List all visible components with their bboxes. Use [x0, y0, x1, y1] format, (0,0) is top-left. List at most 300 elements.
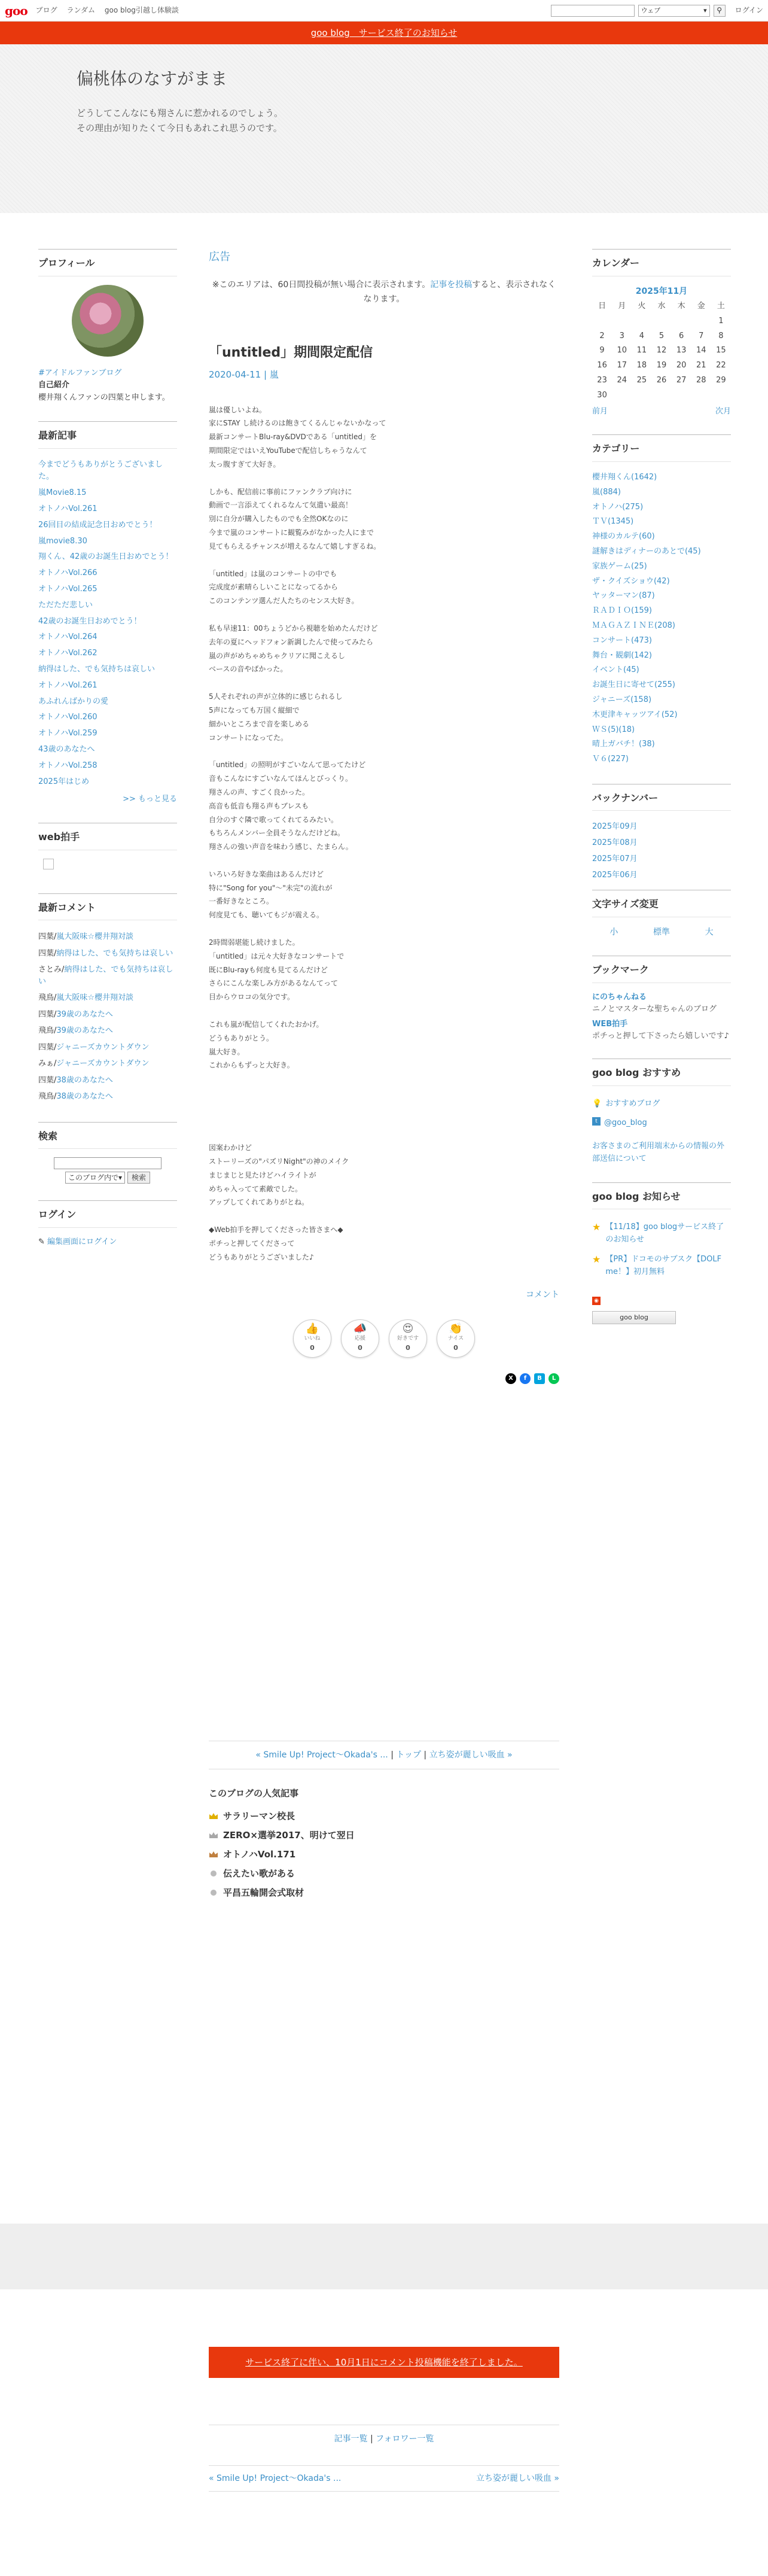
comment-author: 四葉/: [38, 948, 57, 958]
recent-posts-list: [38, 457, 177, 790]
recent-post-item[interactable]: 嵐Movie8.15: [38, 488, 87, 498]
comment-post-link[interactable]: 納得はした、でも気持ちは哀しい: [56, 948, 173, 958]
calendar-day: 28: [696, 375, 706, 385]
weekday: 水: [657, 301, 666, 311]
weekday: 月: [618, 301, 626, 311]
recent-post-item[interactable]: オトノハVol.258: [38, 761, 97, 770]
news-item[interactable]: [592, 1218, 731, 1250]
comment-post-link[interactable]: 納得はした、でも気持ちは哀しい: [38, 965, 173, 986]
pager-prev-link[interactable]: « Smile Up! Project〜Okada's ...: [255, 1750, 388, 1760]
comment-post-link[interactable]: 39歳のあなたへ: [56, 1026, 113, 1036]
nav-migration-stories[interactable]: goo blog引越し体験談: [104, 5, 179, 14]
category-item[interactable]: ジャニーズ(158): [592, 695, 652, 704]
twitter-icon: t: [592, 1117, 601, 1126]
calendar-day: 18: [636, 361, 647, 370]
comment-post-link[interactable]: 嵐大阪味☆櫻井翔対談: [56, 932, 134, 942]
recent-post-item[interactable]: 翔くん、42歳のお誕生日おめでとう！: [38, 552, 173, 562]
post-line: これも嵐が配信してくれたおかげ。: [209, 1020, 324, 1029]
recommend-list: [592, 1094, 731, 1166]
blog-search-section: [38, 1122, 177, 1184]
post-line: めちゃ入ってて素敵でした。: [209, 1184, 303, 1193]
calendar-day: 13: [676, 346, 687, 355]
footer: [0, 2289, 768, 2566]
news-heading: goo blog お知らせ: [592, 1182, 731, 1210]
calendar-day: [632, 314, 651, 329]
category-item[interactable]: ＭＡＧＡＺＩＮＥ(208): [592, 621, 675, 630]
popular-post-item[interactable]: [209, 1883, 559, 1902]
calendar-day: [651, 314, 671, 329]
category-item[interactable]: コンサート(473): [592, 635, 652, 645]
circle-gray-icon: [209, 1889, 218, 1896]
post-line: 「untitled」の照明がすごいなんて思ってたけど: [209, 761, 366, 770]
pager-top-link[interactable]: トップ: [396, 1750, 421, 1760]
category-item[interactable]: ＲＡＤＩＯ(159): [592, 606, 652, 616]
calendar-day: 23: [597, 375, 607, 385]
recent-post-item[interactable]: あふれんばかりの愛: [38, 697, 109, 706]
comment-author: さとみ/: [38, 965, 65, 975]
recent-comments-section: [38, 893, 177, 1105]
calendar-month: 2025年11月: [635, 286, 688, 296]
calendar-day: 10: [617, 346, 627, 355]
calendar-next-link[interactable]: 次月: [715, 406, 731, 416]
top-search: [551, 5, 763, 17]
blog-search-heading: 検索: [38, 1122, 177, 1149]
category-item[interactable]: 晴上ガバチ！(38): [592, 740, 655, 749]
weekday: 土: [717, 301, 725, 311]
backnumber-item[interactable]: 2025年08月: [592, 838, 638, 848]
calendar-day: 4: [639, 331, 644, 340]
popular-post-item[interactable]: [209, 1806, 559, 1826]
bookmark-desc: ポチっと押して下さったら嬉しいです♪: [592, 1031, 729, 1041]
comment-post-link[interactable]: 38歳のあなたへ: [56, 1075, 113, 1085]
x-share-icon[interactable]: X: [505, 1373, 516, 1384]
recommend-section: [592, 1059, 731, 1166]
post-line: 音もこんなにすごいなんてほんとびっくり。: [209, 774, 353, 783]
profile-heading: プロフィール: [38, 249, 177, 276]
top-nav: [36, 5, 186, 16]
comment-author: 飛鳥/: [38, 1092, 57, 1102]
category-heading: カテゴリー: [592, 434, 731, 462]
category-item[interactable]: 木更津キャッツアイ(52): [592, 710, 678, 719]
reaction-count: 0: [406, 1344, 410, 1352]
star-icon: ★: [592, 1221, 601, 1233]
post-meta: 2020-04-11 | 嵐: [209, 369, 279, 380]
reaction-like-button[interactable]: [293, 1319, 331, 1358]
recent-post-item[interactable]: オトノハVol.260: [38, 713, 97, 722]
reaction-label: 応援: [354, 1336, 365, 1342]
calendar-day: 27: [676, 375, 687, 385]
post-line: 「untitled」は嵐のコンサートの中でも: [209, 569, 337, 578]
category-item[interactable]: お誕生日に寄せて(255): [592, 680, 675, 690]
calendar-week: [592, 388, 731, 403]
font-size-large-button[interactable]: 大: [705, 927, 714, 938]
goo-logo[interactable]: goo: [5, 3, 28, 18]
post-body: [209, 403, 559, 1264]
post-line: 今まで嵐のコンサートに観覧みがなかった人にまで: [209, 528, 374, 537]
lightbulb-icon: 💡: [592, 1099, 602, 1108]
edit-login-link[interactable]: 編集画面にログイン: [47, 1237, 117, 1246]
post-line: ◆Web拍手を押してくださった皆さまへ◆: [209, 1225, 343, 1234]
content-wrap: [0, 213, 768, 2224]
recent-post-item[interactable]: 43歳のあなたへ: [38, 744, 95, 754]
comment-post-link[interactable]: 嵐大阪味☆櫻井翔対談: [56, 993, 134, 1003]
hatena-share-icon[interactable]: B: [534, 1373, 545, 1384]
post-pager: [209, 1741, 559, 1769]
comment-item: [38, 1072, 177, 1089]
calendar-week: [592, 314, 731, 329]
calendar-day: [691, 314, 711, 329]
reaction-label: いいね: [304, 1336, 321, 1342]
news-item[interactable]: [592, 1250, 731, 1282]
font-size-small-button[interactable]: 小: [609, 927, 618, 938]
recent-post-item[interactable]: オトノハVol.262: [38, 649, 97, 658]
calendar-day: 29: [716, 375, 726, 385]
post-line: さらにこんな楽しみ方があるなんてって: [209, 979, 339, 988]
popular-post-item[interactable]: [209, 1864, 559, 1883]
post-line: アップしてくれてありがとね。: [209, 1198, 309, 1207]
category-item[interactable]: 謎解きはディナーのあとで(45): [592, 546, 701, 556]
post-line: 嵐大好き。: [209, 1047, 245, 1056]
recent-post-item[interactable]: オトノハVol.266: [38, 568, 97, 578]
webclap-image-icon[interactable]: [43, 859, 54, 869]
post-list-link[interactable]: 記事一覧: [334, 2434, 368, 2444]
recent-post-item[interactable]: 納得はした、でも気持ちは哀しい: [38, 664, 156, 674]
follower-list-link[interactable]: フォロワー一覧: [376, 2434, 434, 2444]
calendar-prev-link[interactable]: 前月: [592, 406, 608, 416]
chevron-down-icon: ▾: [118, 1173, 123, 1182]
post-line: 既にBlu-rayも何度も見てるんだけど: [209, 965, 328, 974]
blog-search-input[interactable]: [54, 1157, 161, 1169]
recommend-twitter-link: @goo_blog: [604, 1118, 647, 1128]
popular-post-item[interactable]: [209, 1826, 559, 1845]
reaction-count: 0: [453, 1344, 458, 1352]
profile-text: 櫻井翔くんファンの四葉と申します。: [38, 393, 170, 403]
calendar-day: 20: [676, 361, 687, 370]
popular-posts-heading: このブログの人気記事: [209, 1788, 299, 1799]
backnumber-list[interactable]: [592, 819, 731, 880]
calendar-day: 21: [696, 361, 706, 370]
reaction-count: 0: [310, 1344, 315, 1352]
bookmark-desc: ニノとマスターな聖ちゃんのブログ: [592, 1004, 717, 1014]
post-line: 自分のすぐ隣で歌ってくれてるみたい。: [209, 815, 339, 824]
comment-post-link[interactable]: 38歳のあなたへ: [56, 1092, 113, 1102]
badge-row: [592, 1293, 731, 1324]
post-line: 細かいところまで音を楽しめる: [209, 719, 310, 728]
post-line: 完成度が素晴らしいことになってるから: [209, 583, 339, 592]
calendar-table: [592, 299, 731, 403]
calendar-day: 5: [659, 331, 665, 340]
blog-title[interactable]: 偏桃体のなすがまま: [77, 69, 228, 89]
crown-gold-icon: [209, 1812, 218, 1820]
blog-description-line-1: どうしてこんなにも翔さんに惹かれるのでしょう。: [77, 107, 284, 118]
profile-category-link[interactable]: #アイドルファンブログ: [38, 368, 122, 378]
crown-silver-icon: [209, 1832, 218, 1839]
profile-label: 自己紹介: [38, 381, 70, 390]
post-line: 図案わかけど: [209, 1143, 252, 1152]
footer-next-link[interactable]: 立ち姿が麗しい吸血 »: [476, 2474, 559, 2483]
post-line: これからもずっと大好き。: [209, 1061, 294, 1070]
webclap-heading: web拍手: [38, 823, 177, 850]
recent-post-item[interactable]: オトノハVol.265: [38, 584, 97, 594]
reaction-nice-button[interactable]: [437, 1319, 475, 1358]
comment-end-notice[interactable]: サービス終了に伴い、10月1日にコメント投稿機能を終了しました。: [209, 2347, 559, 2378]
post-line: 高音も低音も翔る声もブレスも: [209, 801, 309, 810]
top-search-select-value: ウェブ: [641, 6, 661, 14]
bookmark-link[interactable]: WEB拍手: [592, 1020, 628, 1029]
calendar-day: 6: [678, 331, 684, 340]
chevron-down-icon: ▾: [703, 6, 707, 14]
top-login-link[interactable]: ログイン: [735, 5, 763, 14]
calendar-day: [612, 388, 632, 403]
category-item[interactable]: 舞台・観劇(142): [592, 650, 652, 660]
post-line: 何度見ても、聴いてもジが震える。: [209, 911, 324, 920]
top-bar: [0, 0, 768, 22]
comment-item: [38, 929, 177, 945]
category-item[interactable]: ＷＳ(5)(18): [592, 725, 635, 734]
calendar-day: 30: [597, 390, 607, 400]
comment-item: [38, 962, 177, 990]
calendar-week: [592, 343, 731, 358]
post-title[interactable]: 「untitled」期間限定配信: [209, 345, 373, 361]
calendar-day: 26: [656, 375, 667, 385]
ad-note-prefix: ※このエリアは、60日間投稿が無い場合に表示されます。: [212, 279, 431, 290]
clap-icon: 👏: [449, 1322, 463, 1336]
comment-item: [38, 990, 177, 1006]
comment-item: [38, 945, 177, 962]
external-transmission-link[interactable]: お客さまのご利用端末からの情報の外部送信について: [592, 1142, 725, 1164]
backnumber-item[interactable]: 2025年06月: [592, 870, 638, 880]
comment-item: [38, 1006, 177, 1023]
ad-note-post-link[interactable]: 記事を投稿: [430, 279, 473, 290]
post-category-link[interactable]: 嵐: [269, 369, 279, 380]
calendar-day: 3: [619, 331, 624, 340]
footer-pager: [209, 2465, 559, 2492]
search-icon[interactable]: ⚲: [714, 5, 726, 17]
reaction-count: 0: [358, 1344, 362, 1352]
line-share-icon[interactable]: L: [548, 1373, 559, 1384]
font-size-section: [592, 890, 731, 939]
backnumber-item[interactable]: 2025年07月: [592, 854, 638, 864]
recommend-item[interactable]: [592, 1114, 731, 1133]
comment-post-link[interactable]: 39歳のあなたへ: [56, 1009, 113, 1019]
post-line: ポチっと押してくださって: [209, 1239, 295, 1248]
main-content: [209, 249, 559, 1902]
popular-post-title: 伝えたい歌がある: [223, 1868, 295, 1879]
comment-link[interactable]: コメント: [526, 1289, 559, 1300]
footer-prev-link[interactable]: « Smile Up! Project〜Okada's ...: [209, 2474, 342, 2483]
calendar-day: 19: [656, 361, 667, 370]
service-end-notice-text: goo blog サービス終了のお知らせ: [310, 28, 458, 38]
post-line: 2時間弱堪能し続けました。: [209, 938, 300, 947]
font-size-normal-button[interactable]: 標準: [653, 927, 670, 938]
post-line: まじまじと見たけどハイライトが: [209, 1170, 316, 1179]
blog-header: [0, 44, 768, 213]
star-icon: ★: [592, 1254, 601, 1266]
calendar-day: 9: [599, 346, 605, 355]
bookmark-section: [592, 956, 731, 1042]
calendar-weekdays: [592, 299, 731, 314]
comment-post-link[interactable]: ジャニーズカウントダウン: [56, 1042, 150, 1052]
bookmark-heading: ブックマーク: [592, 956, 731, 983]
recent-posts-heading: 最新記事: [38, 421, 177, 449]
top-search-select[interactable]: [638, 5, 710, 17]
post-line: 家にSTAY し続けるのは飽きてくるんじゃないかなって: [209, 419, 386, 428]
post-line: 特に"Song for you"〜"未完"の流れが: [209, 883, 333, 892]
heart-eyes-icon: 😍: [402, 1322, 414, 1336]
bookmark-link[interactable]: にのちゃんねる: [592, 993, 647, 1002]
calendar-nav: [592, 406, 731, 418]
blog-description-line-2: その理由が知りたくて今日もあれこれ思うのです。: [77, 123, 282, 134]
calendar-day: [592, 314, 612, 329]
calendar-day: [672, 314, 691, 329]
category-item[interactable]: ＴＶ(1345): [592, 517, 634, 527]
calendar-day: 24: [617, 375, 627, 385]
calendar-day: [632, 388, 651, 403]
recent-post-item[interactable]: オトノハVol.261: [38, 680, 97, 690]
nav-random[interactable]: ランダム: [66, 5, 96, 14]
crown-bronze-icon: [209, 1851, 218, 1858]
share-buttons: [209, 1373, 559, 1384]
category-item[interactable]: ザ・クイズショウ(42): [592, 576, 670, 586]
blog-search-scope-value: このブログ内で: [68, 1173, 118, 1182]
service-end-notice[interactable]: [0, 22, 768, 44]
recent-post-item[interactable]: オトノハVol.261: [38, 504, 97, 513]
goo-blog-badge[interactable]: goo blog: [592, 1311, 676, 1324]
category-item[interactable]: オトノハ(275): [592, 502, 644, 512]
facebook-share-icon[interactable]: f: [520, 1373, 531, 1384]
post-line: 5声になっても万国く縦細で: [209, 705, 300, 714]
footer-gray-band: [0, 2224, 768, 2289]
blog-description: [77, 106, 768, 136]
blog-search-scope-select[interactable]: [65, 1172, 125, 1184]
post-line: 翔さんの声、すごく良かった。: [209, 787, 310, 796]
calendar-day: [711, 388, 731, 403]
post-line: 期間限定ではいえYouTubeで配信しちゃうなんて: [209, 446, 367, 455]
weekday: 火: [638, 301, 646, 311]
calendar-day: [651, 388, 671, 403]
recent-comments-list: [38, 929, 177, 1105]
calendar-day: 16: [597, 361, 607, 370]
category-list: [592, 470, 731, 767]
weekday: 金: [697, 301, 705, 311]
post-line: もちろんメンバー全員そうなんだけどね。: [209, 829, 345, 838]
category-section: [592, 434, 731, 767]
post-line: ストーリーズの"パズリNight"の神のメイク: [209, 1157, 349, 1166]
weekday: 木: [677, 301, 685, 311]
rss-icon[interactable]: ◉: [592, 1297, 601, 1305]
recent-posts-section: [38, 421, 177, 806]
pager-next-link[interactable]: 立ち姿が麗しい吸血 »: [429, 1750, 513, 1760]
blog-search-button[interactable]: 検索: [127, 1172, 150, 1184]
category-item[interactable]: ヤッターマン(87): [592, 591, 655, 601]
reaction-love-button[interactable]: [389, 1319, 427, 1358]
recommend-heading: goo blog おすすめ: [592, 1059, 731, 1086]
news-text: 【11/18】goo blogサービス終了のお知らせ: [605, 1222, 724, 1245]
post-line: 翔さんの強い声音を味わう感じ、たまらん。: [209, 843, 353, 851]
blog-search-row: [38, 1172, 177, 1184]
reaction-cheer-button[interactable]: [341, 1319, 379, 1358]
calendar-day: 15: [716, 346, 726, 355]
profile-avatar: [72, 285, 144, 357]
category-item[interactable]: 家族ゲーム(25): [592, 561, 647, 571]
calendar-day: 1: [718, 316, 724, 326]
calendar-day: 11: [636, 346, 647, 355]
backnumber-item[interactable]: 2025年09月: [592, 822, 638, 832]
comment-post-link[interactable]: ジャニーズカウントダウン: [56, 1059, 150, 1069]
thumbs-up-icon: 👍: [305, 1322, 319, 1336]
left-sidebar: [38, 249, 177, 1266]
post-line: 目からウロコの気分です。: [209, 993, 295, 1002]
megaphone-icon: 📣: [353, 1322, 367, 1336]
category-item[interactable]: Ｖ６(227): [592, 755, 629, 764]
comment-author: 四葉/: [38, 1075, 57, 1085]
recent-post-item[interactable]: ただただ悲しい: [38, 600, 93, 610]
top-search-input[interactable]: [551, 5, 635, 17]
comment-item: [38, 1056, 177, 1072]
recent-more-link[interactable]: >> もっと見る: [123, 795, 177, 804]
post-line: どうもありがとうございました♪: [209, 1252, 314, 1261]
post-line: 嵐は優しいよね。: [209, 405, 267, 414]
weekday: 日: [598, 301, 607, 311]
recent-post-item[interactable]: 2025年はじめ: [38, 777, 90, 786]
category-item[interactable]: 神様のカルテ(60): [592, 532, 655, 542]
reaction-label: ナイス: [447, 1336, 464, 1342]
calendar-day: 14: [696, 346, 706, 355]
post-line: コンサートになってた。: [209, 733, 288, 742]
comment-author: 飛鳥/: [38, 993, 57, 1003]
recommend-blog-link: おすすめブログ: [605, 1099, 660, 1108]
calendar-day: 7: [699, 331, 704, 340]
nav-blog[interactable]: ブログ: [35, 5, 57, 14]
news-text: 【PR】ドコモのサブスク【DOLF me！】初月無料: [605, 1255, 722, 1276]
recommend-item[interactable]: [592, 1094, 731, 1114]
calendar-week: [592, 329, 731, 344]
comment-author: 四葉/: [38, 1009, 57, 1019]
post-line: 5人それぞれの声が立体的に感じられるし: [209, 692, 343, 701]
post-line: 見てもらえるチャンスが増えるなんて嬉しすぎるね。: [209, 542, 381, 551]
recent-post-item[interactable]: 嵐movie8.30: [38, 536, 87, 546]
blog-search-box: [38, 1157, 177, 1184]
post-line: どうもありがとう。: [209, 1033, 274, 1042]
post-line: 動画で一言添えてくれるなんて気遣い最高！: [209, 501, 353, 510]
post-line: このコンテンツ選んだ人たちのセンス大好き。: [209, 597, 359, 606]
recent-post-item[interactable]: オトノハVol.264: [38, 632, 97, 642]
category-item[interactable]: 嵐(884): [592, 487, 621, 497]
pager-separator: |: [423, 1750, 427, 1760]
post-line: 最新コンサートBlu-ray&DVDである「untitled」を: [209, 433, 377, 442]
popular-post-title: 平昌五輪開会式取材: [223, 1887, 304, 1899]
news-section: [592, 1182, 731, 1324]
category-item[interactable]: 櫻井翔くん(1642): [592, 472, 657, 482]
post-line: 別に自分が購入したものでも全然OKなのに: [209, 515, 349, 524]
font-size-options: [592, 926, 731, 939]
webclap-section: [38, 823, 177, 869]
calendar-day: 2: [599, 331, 605, 340]
reaction-label: 好きです: [397, 1336, 419, 1342]
category-item[interactable]: イベント(45): [592, 665, 639, 675]
calendar-day: [672, 388, 691, 403]
popular-post-item[interactable]: [209, 1845, 559, 1864]
ad-note: [209, 278, 559, 307]
recent-post-item[interactable]: 42歳のお誕生日おめでとう！: [38, 616, 142, 626]
calendar-day: [612, 314, 632, 329]
recent-post-item[interactable]: 今までどうもありがとうございました。: [38, 460, 163, 482]
comment-item: [38, 1088, 177, 1105]
recent-post-item[interactable]: オトノハVol.259: [38, 729, 97, 738]
post-line: しかも、配信前に事前にファンクラブ向けに: [209, 487, 352, 496]
recent-post-item[interactable]: 26回目の結成記念日おめでとう！: [38, 520, 157, 530]
post-line: 私も早速11：00ちょうどから視聴を始めたんだけど: [209, 624, 378, 632]
